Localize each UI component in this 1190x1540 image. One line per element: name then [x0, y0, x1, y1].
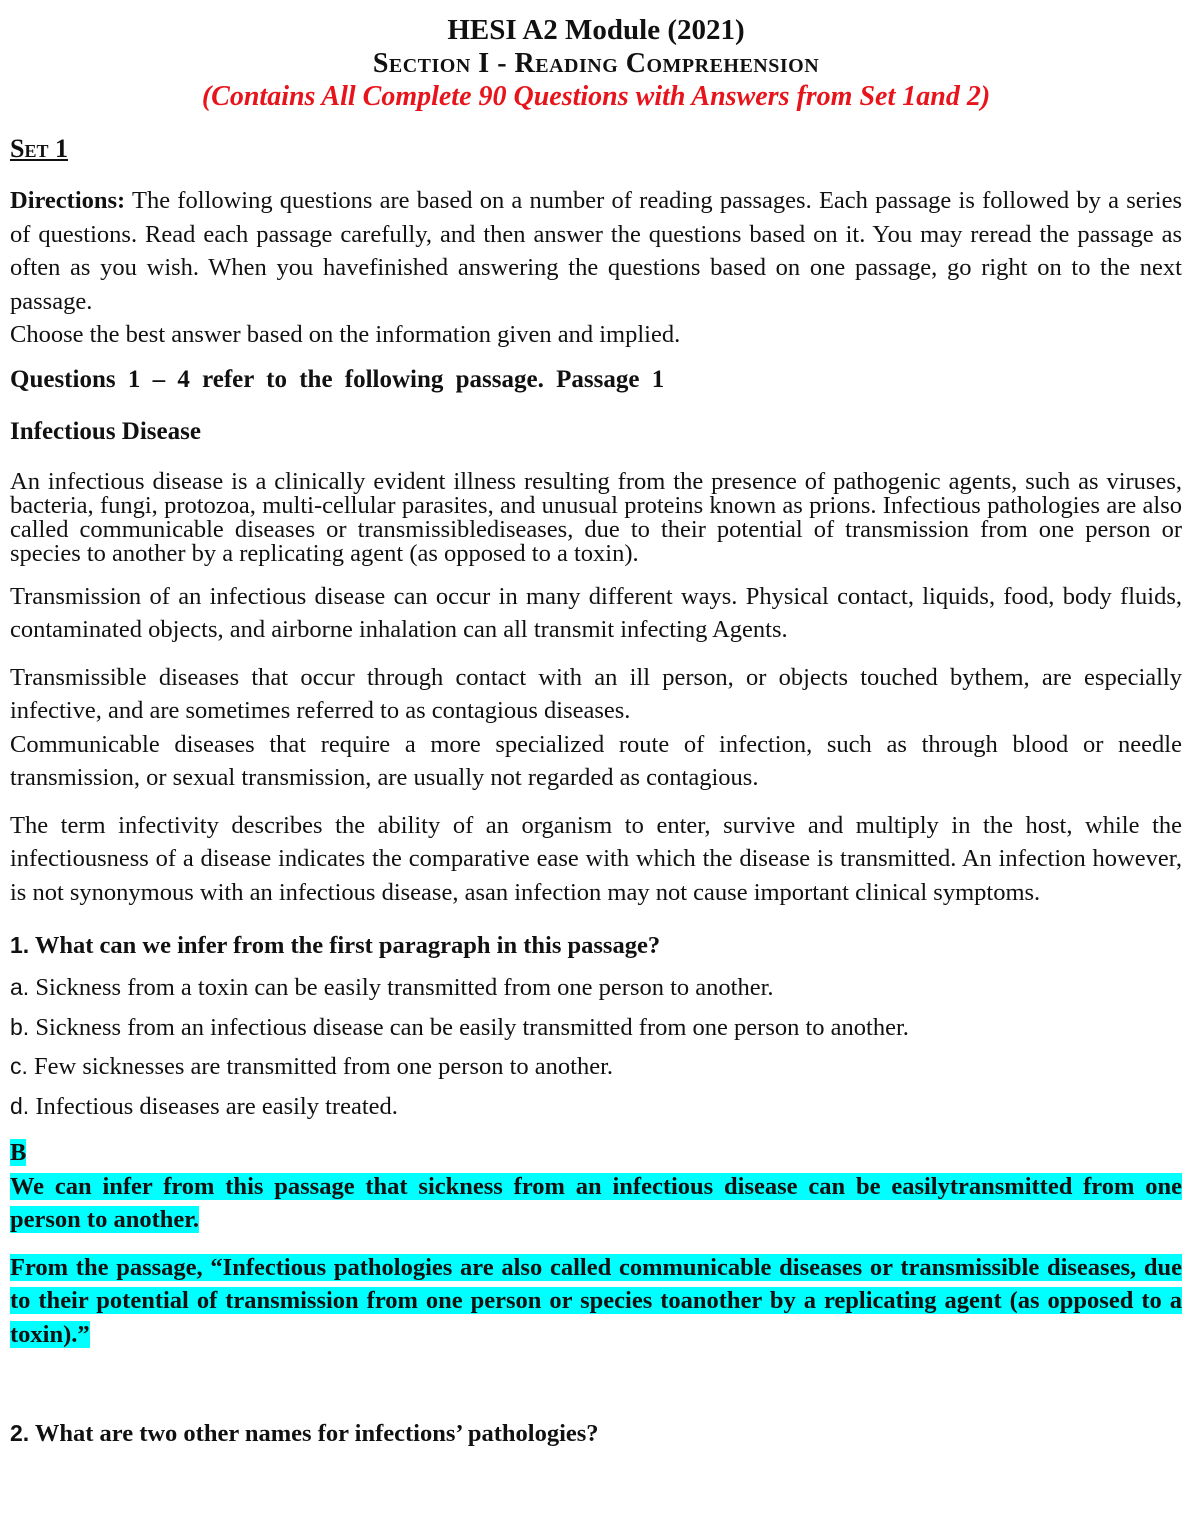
option-a [10, 968, 1182, 1008]
answer-explanation: We can infer from this passage that sickness from an infectious disease can be easilytransmitted from one person to another. [10, 1172, 1182, 1233]
option-c [10, 1047, 1182, 1087]
document-subtitle: (Contains All Complete 90 Questions with Answers from Set 1and 2) [201, 81, 991, 112]
document-page [10, 12, 1182, 1450]
section-heading: Section I - Reading Comprehension [372, 48, 820, 79]
question-1-number: 1. [10, 932, 30, 958]
option-c-letter: c. [10, 1053, 28, 1079]
answer-explanation-line [10, 1170, 1182, 1237]
question-2 [10, 1417, 1182, 1450]
passage-paragraph-4: Communicable diseases that require a more specialized route of infection, such as through blood or needle transmission, or sexual transmission, are usually not regarded as contagious. [10, 730, 1182, 791]
question-2-text: What are two other names for infections’ pathologies? [29, 1420, 599, 1447]
option-b [10, 1008, 1182, 1048]
option-d-letter: d. [10, 1092, 30, 1119]
passage-paragraph-5: The term infectivity describes the ability of an organism to enter, survive and multiply in the host, while the infectiousness of a disease indicates the comparative ease with which the disease is transmitted. An infection however, is not synonymous with an infectious disease, asan infection may not cause important clinical symptoms. [10, 811, 1182, 906]
option-a-letter: a. [10, 974, 30, 1000]
question-1-text: What can we infer from the first paragraph in this passage? [29, 932, 661, 959]
directions-choose: Choose the best answer based on the information given and implied. [10, 321, 681, 348]
option-d-text: Infectious diseases are easily treated. [29, 1092, 398, 1120]
directions-text: The following questions are based on a number of reading passages. Each passage is followed by a series of questions. Read each passage carefully, and then answer the questions based on it. You may reread the passage as often as you wish. When you havefinished answering the questions based on one passage, go right on to the next passage. [10, 187, 1182, 315]
passage-paragraph-3: Transmissible diseases that occur through contact with an ill person, or objects touched bythem, are especially infective, and are sometimes referred to as contagious diseases. [10, 663, 1182, 724]
option-b-text: Sickness from an infectious disease can be easily transmitted from one person to another. [29, 1013, 909, 1041]
questions-reference: Questions 1 – 4 refer to the following passage. Passage 1 [10, 365, 665, 393]
option-c-text: Few sicknesses are transmitted from one person to another. [27, 1053, 614, 1080]
directions-label: Directions: [10, 187, 126, 214]
passage-title: Infectious Disease [10, 417, 201, 445]
question-2-number: 2. [10, 1420, 30, 1446]
answer-letter: B [10, 1139, 27, 1166]
question-1-options [10, 968, 1182, 1126]
answer-quote: From the passage, “Infectious pathologies are also called communicable diseases or transmissible diseases, due to their potential of transmission from one person or species toanother by a replicating agent (as opposed to a toxin).” [10, 1253, 1182, 1348]
answer-quote-line [10, 1251, 1182, 1352]
passage-paragraph-1: An infectious disease is a clinically evident illness resulting from the presence of pathogenic agents, such as viruses, bacteria, fungi, protozoa, multi-cellular parasites, and unusual proteins known as prions. Infectious pathologies are also called communicable diseases or transmissiblediseases, due to their potential of transmission from one person or species to another by a replicating agent (as opposed to a toxin). [10, 467, 1182, 567]
passage-paragraph-2: Transmission of an infectious disease can occur in many different ways. Physical contact, liquids, food, body fluids, contaminated objects, and airborne inhalation can all transmit infecting Agents. [10, 582, 1182, 643]
option-d [10, 1087, 1182, 1127]
option-b-letter: b. [10, 1013, 30, 1040]
document-title: HESI A2 Module (2021) [447, 14, 745, 46]
set-label: Set 1 [10, 134, 68, 163]
option-a-text: Sickness from a toxin can be easily transmitted from one person to another. [29, 974, 774, 1001]
question-1 [10, 929, 1182, 962]
directions-paragraph [10, 184, 1182, 318]
answer-letter-line [10, 1136, 1182, 1170]
